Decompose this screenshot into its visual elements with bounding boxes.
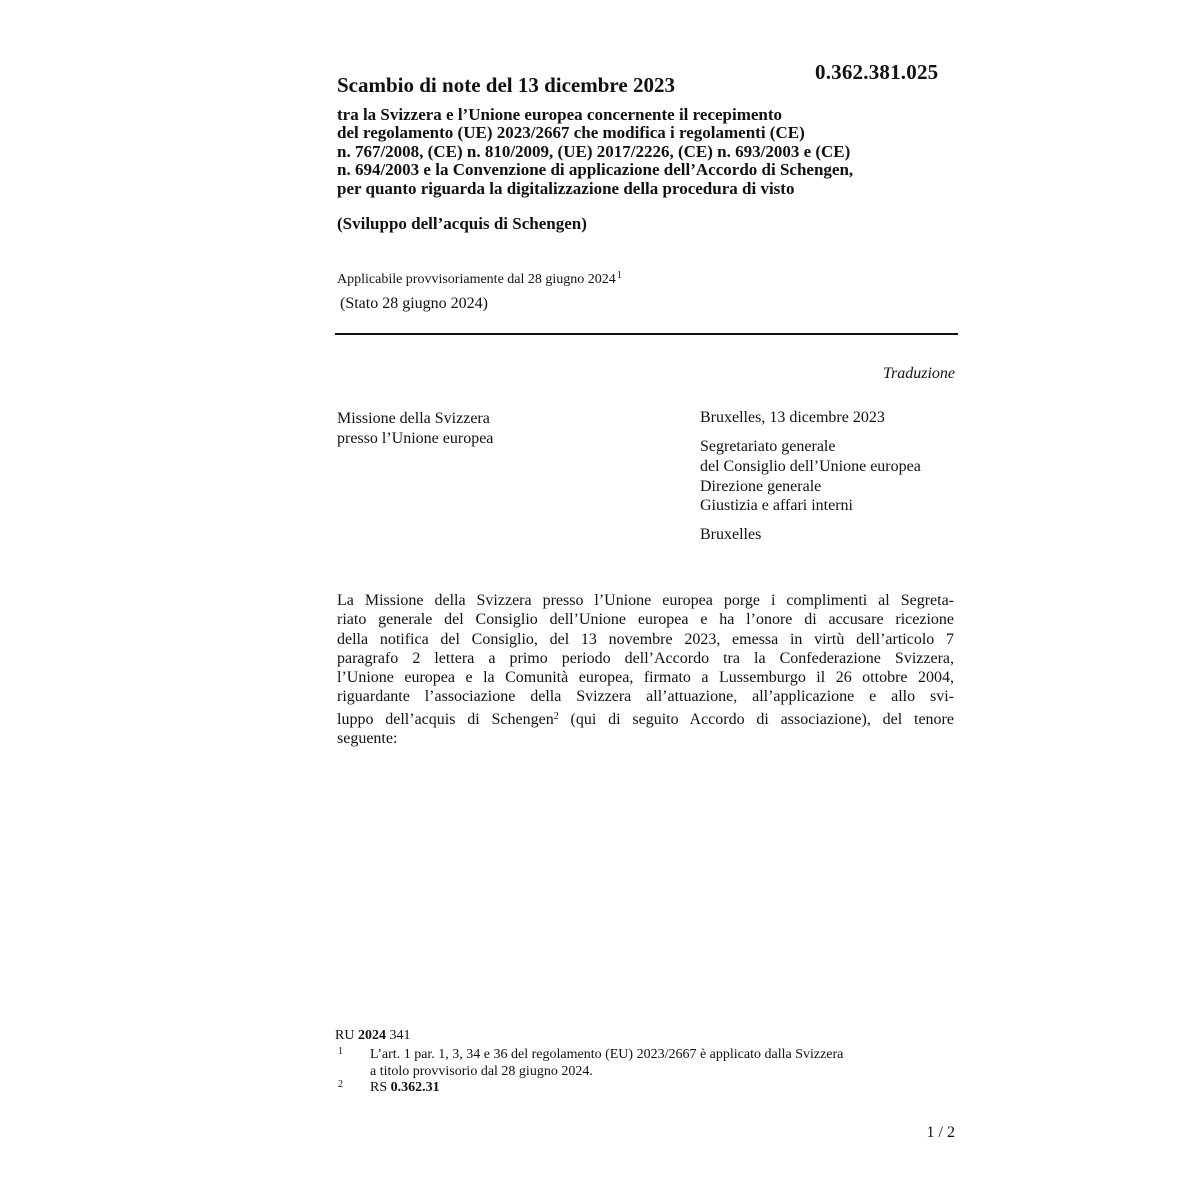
recipient-line: Giustizia e affari interni [700,497,853,515]
sender-line: Missione della Svizzera [337,410,490,427]
body-line: riato generale del Consiglio dell’Unione europea e ha l’onore di accusare ricezione [337,611,954,629]
body-line: La Missione della Svizzera presso l’Unione europea porge i complimenti al Segreta- [337,592,954,609]
footnote-ref-1[interactable]: 1 [616,270,622,281]
body-line: seguente: [337,730,398,748]
body-line: paragrafo 2 lettera a primo periodo dell’Accordo tra la Confederazione Svizzera, [337,649,954,667]
footnote-link[interactable]: 0.362.31 [390,1080,440,1095]
footnote-line: L’art. 1 par. 1, 3, 34 e 36 del regolamento (EU) 2023/2667 è applicato dalla Svizzera [370,1047,844,1062]
footnote-ref-2[interactable]: 2 [553,710,559,722]
footnote-2-text [370,1080,440,1096]
footnote-1-text [370,1047,843,1080]
applicability-note [337,270,622,288]
place-date: Bruxelles, 13 dicembre 2023 [700,409,885,426]
recipient-line: Segretariato generale [700,438,836,455]
footnote-1-number: 1 [338,1046,343,1057]
status-date: (Stato 28 giugno 2024) [340,295,488,312]
official-compilation-ref [335,1028,410,1044]
subtitle-line: per quanto riguarda la digitalizzazione della procedura di visto [337,178,795,198]
recipient-line: Direzione generale [700,477,822,495]
footnote-line: a titolo provvisorio dal 28 giugno 2024. [370,1063,593,1079]
ru-year: 2024 [357,1028,386,1043]
footnote-prefix: RS [370,1080,391,1095]
sr-number: 0.362.381.025 [815,60,939,84]
subtitle-line: n. 694/2003 e la Convenzione di applicazione dell’Accordo di Schengen, [337,160,854,180]
translation-label: Traduzione [882,365,955,382]
body-line-text: (qui di seguito Accordo di associazione), del tenore [558,710,954,728]
footnote-2-number: 2 [338,1079,343,1090]
subtitle-line: del regolamento (UE) 2023/2667 che modifica i regolamenti (CE) [337,123,805,143]
ru-prefix: RU [335,1028,358,1043]
recipient-city: Bruxelles [700,526,762,543]
recipient-block [700,437,921,516]
header-divider [335,333,958,335]
document-subtitle [337,106,962,198]
body-line: riguardante l’associazione della Svizzera all’attuazione, all’applicazione e allo svi- [337,688,954,706]
letter-body [337,591,954,748]
applicability-text: Applicabile provvisoriamente dal 28 giugno 2024 [337,272,616,287]
body-line: l’Unione europea e la Comunità europea, firmato a Lussemburgo il 26 ottobre 2004, [337,669,954,687]
recipient-line: del Consiglio dell’Unione europea [700,457,921,475]
subtitle-line: tra la Svizzera e l’Unione europea concernente il recepimento [337,105,783,124]
sender-line: presso l’Unione europea [337,429,494,447]
body-line [337,707,954,729]
body-line-text: luppo dell’acquis di Schengen [337,710,554,728]
page-number: 1 / 2 [926,1124,955,1141]
ru-page: 341 [385,1028,411,1043]
document-title: Scambio di note del 13 dicembre 2023 [337,73,675,97]
body-line: della notifica del Consiglio, del 13 novembre 2023, emessa in virtù dell’articolo 7 [337,630,954,648]
sender-block [337,409,493,448]
subtitle-line: n. 767/2008, (CE) n. 810/2009, (UE) 2017/2226, (CE) n. 693/2003 e (CE) [337,141,851,161]
development-note: (Sviluppo dell’acquis di Schengen) [337,214,587,233]
